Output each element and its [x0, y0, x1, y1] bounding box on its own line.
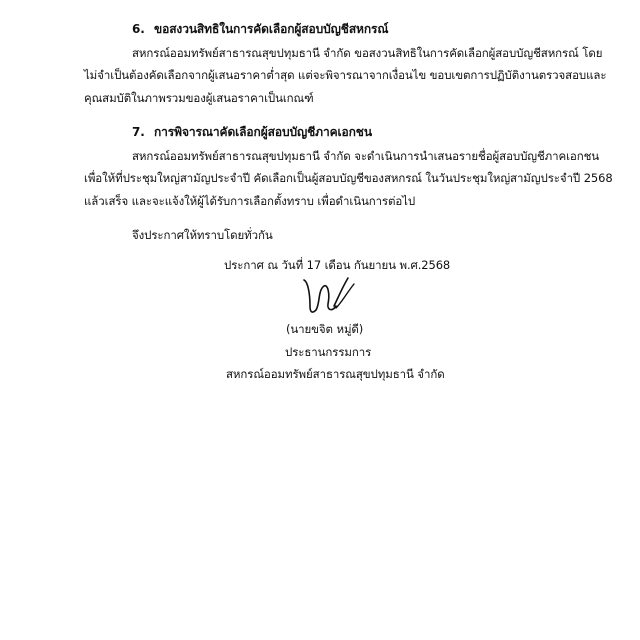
signatory-position: ประธานกรรมการ [285, 345, 372, 359]
handwritten-signature [298, 272, 358, 322]
section-6-heading [132, 22, 388, 36]
section-6-number: 6. [132, 22, 145, 36]
section-7-line-3: แล้วเสร็จ และจะแจ้งให้ผู้ได้รับการเลือกตั้งทราบ เพื่อดำเนินการต่อไป [84, 194, 416, 208]
section-7-line-1: สหกรณ์ออมทรัพย์สาธารณสุขปทุมธานี จำกัด จะดำเนินการนำเสนอรายชื่อผู้สอบบัญชีภาคเอกชน [132, 149, 600, 163]
section-6-line-2: ไม่จำเป็นต้องคัดเลือกจากผู้เสนอราคาต่ำสุด แต่จะพิจารณาจากเงื่อนไข ขอบเขตการปฏิบัติงานตรวจสอบและ [84, 68, 607, 82]
section-7-title: การพิจารณาคัดเลือกผู้สอบบัญชีภาคเอกชน [154, 125, 372, 139]
section-6-line-1: สหกรณ์ออมทรัพย์สาธารณสุขปทุมธานี จำกัด ขอสงวนสิทธิในการคัดเลือกผู้สอบบัญชีสหกรณ์ โดย [132, 46, 603, 60]
section-6-line-3: คุณสมบัติในภาพรวมของผู้เสนอราคาเป็นเกณฑ์ [84, 91, 314, 105]
announcement-text: จึงประกาศให้ทราบโดยทั่วกัน [132, 228, 273, 242]
section-7-line-2: เพื่อให้ที่ประชุมใหญ่สามัญประจำปี คัดเลือกเป็นผู้สอบบัญชีของสหกรณ์ ในวันประชุมใหญ่สามัญประจำปี 2568 [84, 171, 613, 185]
section-7-heading [132, 125, 372, 139]
date-line: ประกาศ ณ วันที่ 17 เดือน กันยายน พ.ศ.2568 [224, 258, 451, 272]
section-6-title: ขอสงวนสิทธิในการคัดเลือกผู้สอบบัญชีสหกรณ์ [154, 22, 389, 36]
section-7-number: 7. [132, 125, 145, 139]
signatory-organization: สหกรณ์ออมทรัพย์สาธารณสุขปทุมธานี จำกัด [226, 367, 445, 381]
signatory-name: (นายขจิต หมู่ดี) [286, 322, 364, 336]
